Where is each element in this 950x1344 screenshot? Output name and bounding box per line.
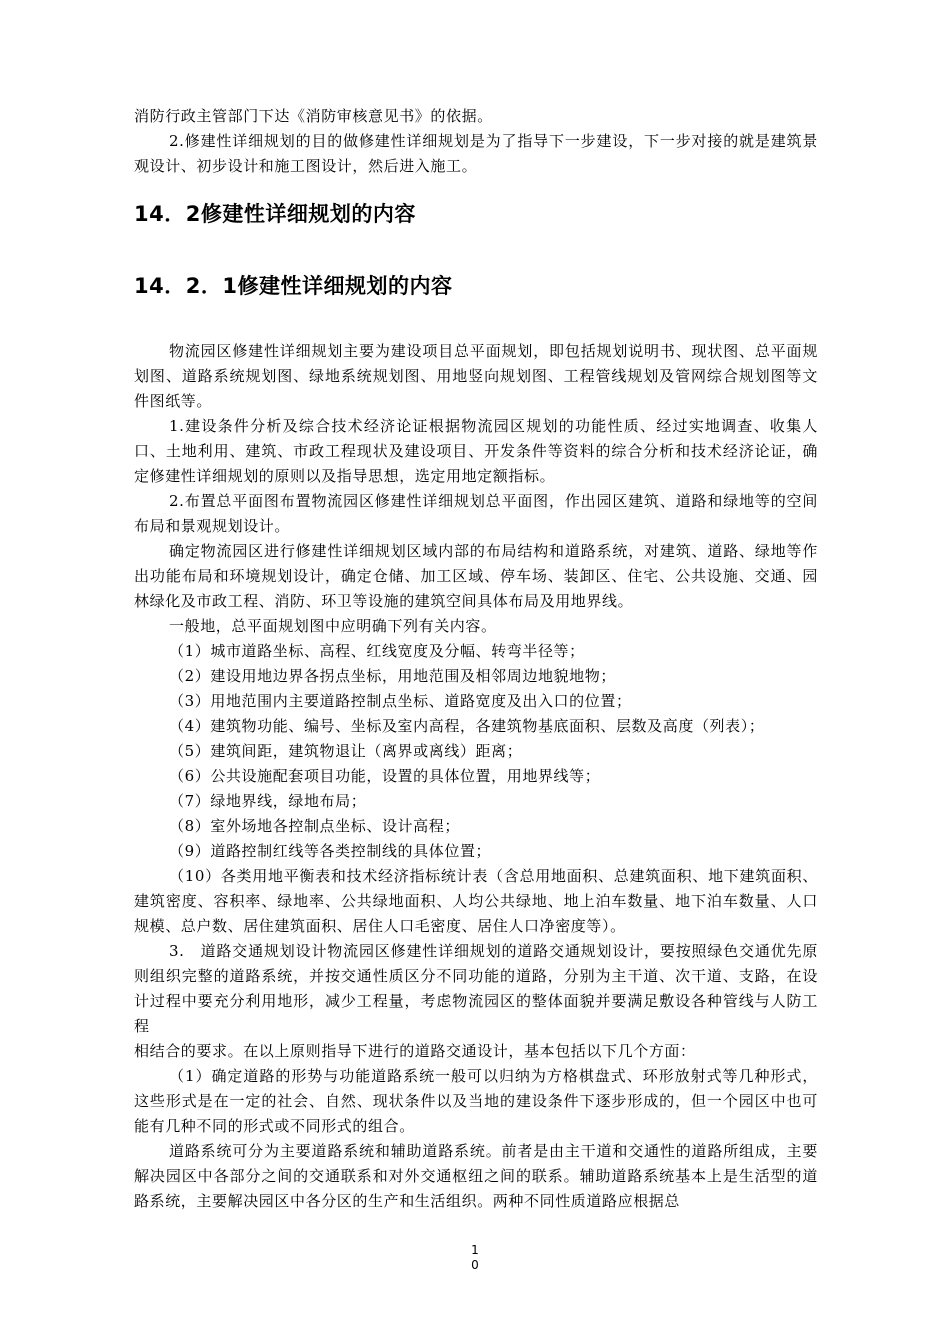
list-item: （3）用地范围内主要道路控制点坐标、道路宽度及出入口的位置； <box>169 692 632 710</box>
paragraph-road-traffic: 3. 道路交通规划设计物流园区修建性详细规划的道路交通规划设计，要按照绿色交通优先原则组织完整的道路系统，并按交通性质区分不同功能的道路，分别为主干道、次干道、支路，在设计过程中要充分利用地形，减少工程量，考虑物流园区的整体面貌并要满足敷设各种管线与人防工程 <box>134 942 818 1035</box>
list-item: （8）室外场地各控制点坐标、设计高程； <box>169 817 460 835</box>
list-item: （4）建筑物功能、编号、坐标及室内高程，各建筑物基底面积、层数及高度（列表）； <box>169 717 765 735</box>
list-item: （7）绿地界线，绿地布局； <box>169 792 367 810</box>
subsection-heading-14-2-1 <box>134 271 818 301</box>
paragraph-conditions-analysis: 1.建设条件分析及综合技术经济论证根据物流园区规划的功能性质、经过实地调查、收集人口、土地利用、建筑、市政工程现状及建设项目、开发条件等资料的综合分析和技术经济论证，确定修建性详细规划的原则以及指导思想，选定用地定额指标。 <box>134 417 818 485</box>
list-item: （2）建设用地边界各拐点坐标，用地范围及相邻周边地貌地物； <box>169 667 616 685</box>
section-number: 14．2 <box>134 202 201 226</box>
document-page <box>134 104 818 1214</box>
page-number-line-1: 1 <box>471 1243 479 1257</box>
subsection-title: 修建性详细规划的内容 <box>237 274 453 298</box>
paragraph-layout-structure: 确定物流园区进行修建性详细规划区域内部的布局结构和道路系统，对建筑、道路、绿地等作出功能布局和环境规划设计，确定仓储、加工区域、停车场、装卸区、住宅、公共设施、交通、园林绿化及市政工程、消防、环卫等设施的建筑空间具体布局及用地界线。 <box>134 542 818 610</box>
paragraph-road-systems: 道路系统可分为主要道路系统和辅助道路系统。前者是由主干道和交通性的道路所组成，主要解决园区中各部分之间的交通联系和对外交通枢纽之间的联系。辅助道路系统基本上是生活型的道路系统，主要解决园区中各分区的生产和生活组织。两种不同性质道路应根据总 <box>134 1142 818 1210</box>
subsection-number: 14．2．1 <box>134 274 238 298</box>
paragraph-general-content: 一般地，总平面规划图中应明确下列有关内容。 <box>169 617 497 635</box>
list-item: （5）建筑间距，建筑物退让（离界或离线）距离； <box>169 742 523 760</box>
section-title: 修建性详细规划的内容 <box>200 202 416 226</box>
paragraph-site-plan: 2.布置总平面图布置物流园区修建性详细规划总平面图，作出园区建筑、道路和绿地等的空间布局和景观规划设计。 <box>134 492 818 535</box>
list-item: （6）公共设施配套项目功能，设置的具体位置，用地界线等； <box>169 767 601 785</box>
list-item: （1）城市道路坐标、高程、红线宽度及分幅、转弯半径等； <box>169 642 585 660</box>
paragraph-purpose: 2.修建性详细规划的目的做修建性详细规划是为了指导下一步建设，下一步对接的就是建筑景观设计、初步设计和施工图设计，然后进入施工。 <box>134 132 818 175</box>
page-number <box>0 1243 950 1273</box>
paragraph-road-requirements: 相结合的要求。在以上原则指导下进行的道路交通设计，基本包括以下几个方面： <box>134 1042 696 1060</box>
section-heading-14-2 <box>134 199 818 229</box>
paragraph-road-forms: （1）确定道路的形势与功能道路系统一般可以归纳为方格棋盘式、环形放射式等几种形式，这些形式是在一定的社会、自然、现状条件以及当地的建设条件下逐步形成的，但一个园区中也可能有几种不同的形式或不同形式的组合。 <box>134 1067 818 1135</box>
paragraph-fire-review: 消防行政主管部门下达《消防审核意见书》的依据。 <box>134 107 493 125</box>
paragraph-land-balance: （10）各类用地平衡表和技术经济指标统计表（含总用地面积、总建筑面积、地下建筑面积、建筑密度、容积率、绿地率、公共绿地面积、人均公共绿地、地上泊车数量、地下泊车数量、人口规模、总户数、居住建筑面积、居住人口毛密度、居住人口净密度等）。 <box>134 867 818 935</box>
list-item: （9）道路控制红线等各类控制线的具体位置； <box>169 842 492 860</box>
paragraph-overview: 物流园区修建性详细规划主要为建设项目总平面规划，即包括规划说明书、现状图、总平面规划图、道路系统规划图、绿地系统规划图、用地竖向规划图、工程管线规划及管网综合规划图等文件图纸等。 <box>134 342 818 410</box>
page-number-line-2: 0 <box>471 1258 479 1272</box>
